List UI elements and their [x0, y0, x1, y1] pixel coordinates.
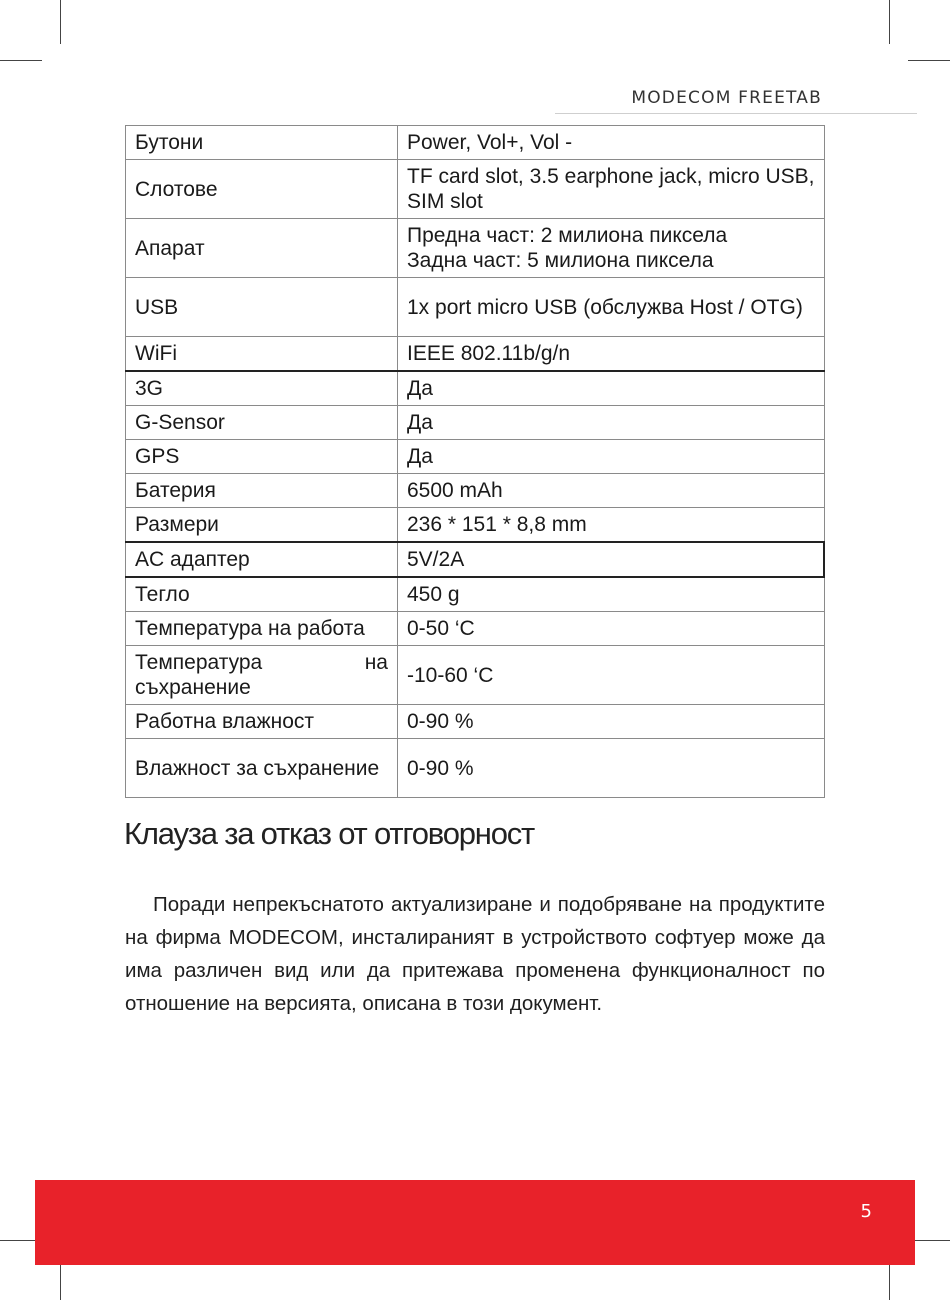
spec-key: Тегло: [126, 577, 398, 612]
table-row: [126, 474, 825, 508]
spec-key: AC адаптер: [126, 542, 398, 577]
specifications-table: [125, 125, 825, 798]
spec-value: 450 g: [398, 577, 825, 612]
spec-key: Влажност за съхранение: [126, 739, 398, 798]
table-row: [126, 739, 825, 798]
spec-key: GPS: [126, 440, 398, 474]
spec-value: Да: [398, 371, 825, 406]
spec-value-line: Задна част: 5 милиона пиксела: [407, 249, 714, 272]
spec-value: 0-90 %: [398, 739, 825, 798]
spec-key: Температура на работа: [126, 612, 398, 646]
spec-value: Да: [398, 406, 825, 440]
spec-value: 6500 mAh: [398, 474, 825, 508]
spec-key: USB: [126, 278, 398, 337]
spec-key: Батерия: [126, 474, 398, 508]
spec-key: Температура на съхранение: [126, 646, 398, 705]
page-number: 5: [860, 1201, 872, 1222]
running-header-title: MODECOM FREETAB: [631, 88, 822, 108]
crop-mark: [60, 0, 61, 44]
table-row: [126, 219, 825, 278]
disclaimer-paragraph: Поради непрекъснатото актуализиране и подобряване на продуктите на фирма MODECOM, инсталираният в устройството софтуер може да има различен вид или да притежава променена функционалност по отношение на версията, описана в този документ.: [125, 893, 825, 1015]
crop-mark: [0, 60, 42, 61]
spec-key: Бутони: [126, 126, 398, 160]
table-row: [126, 612, 825, 646]
table-row: [126, 371, 825, 406]
table-row: [126, 646, 825, 705]
table-row: [126, 440, 825, 474]
spec-value: Power, Vol+, Vol -: [398, 126, 825, 160]
spec-key: Слотове: [126, 160, 398, 219]
table-row: [126, 577, 825, 612]
table-row: [126, 126, 825, 160]
spec-value: TF card slot, 3.5 earphone jack, micro USB, SIM slot: [398, 160, 825, 219]
spec-value: [398, 219, 825, 278]
spec-key: Работна влажност: [126, 705, 398, 739]
spec-key: Размери: [126, 508, 398, 543]
table-row: [126, 406, 825, 440]
table-row: [126, 160, 825, 219]
spec-value: -10-60 ‘C: [398, 646, 825, 705]
table-row: [126, 542, 825, 577]
spec-value: 236 * 151 * 8,8 mm: [398, 508, 825, 543]
disclaimer-heading: Клауза за отказ от отговорност: [124, 816, 535, 851]
spec-key: WiFi: [126, 337, 398, 372]
spec-value: 5V/2A: [398, 542, 825, 577]
spec-value: IEEE 802.11b/g/n: [398, 337, 825, 372]
table-row: [126, 705, 825, 739]
spec-key: G-Sensor: [126, 406, 398, 440]
table-row: [126, 337, 825, 372]
header-rule: [555, 113, 917, 114]
spec-value: 0-50 ‘C: [398, 612, 825, 646]
table-row: [126, 508, 825, 543]
spec-value: Да: [398, 440, 825, 474]
spec-value-line: Предна част: 2 милиона пиксела: [407, 224, 728, 247]
spec-key: 3G: [126, 371, 398, 406]
spec-value: 1x port micro USB (обслужва Host / OTG): [398, 278, 825, 337]
footer-band: [35, 1180, 915, 1265]
crop-mark: [908, 60, 950, 61]
spec-value: 0-90 %: [398, 705, 825, 739]
spec-key: Апарат: [126, 219, 398, 278]
crop-mark: [889, 0, 890, 44]
table-row: [126, 278, 825, 337]
